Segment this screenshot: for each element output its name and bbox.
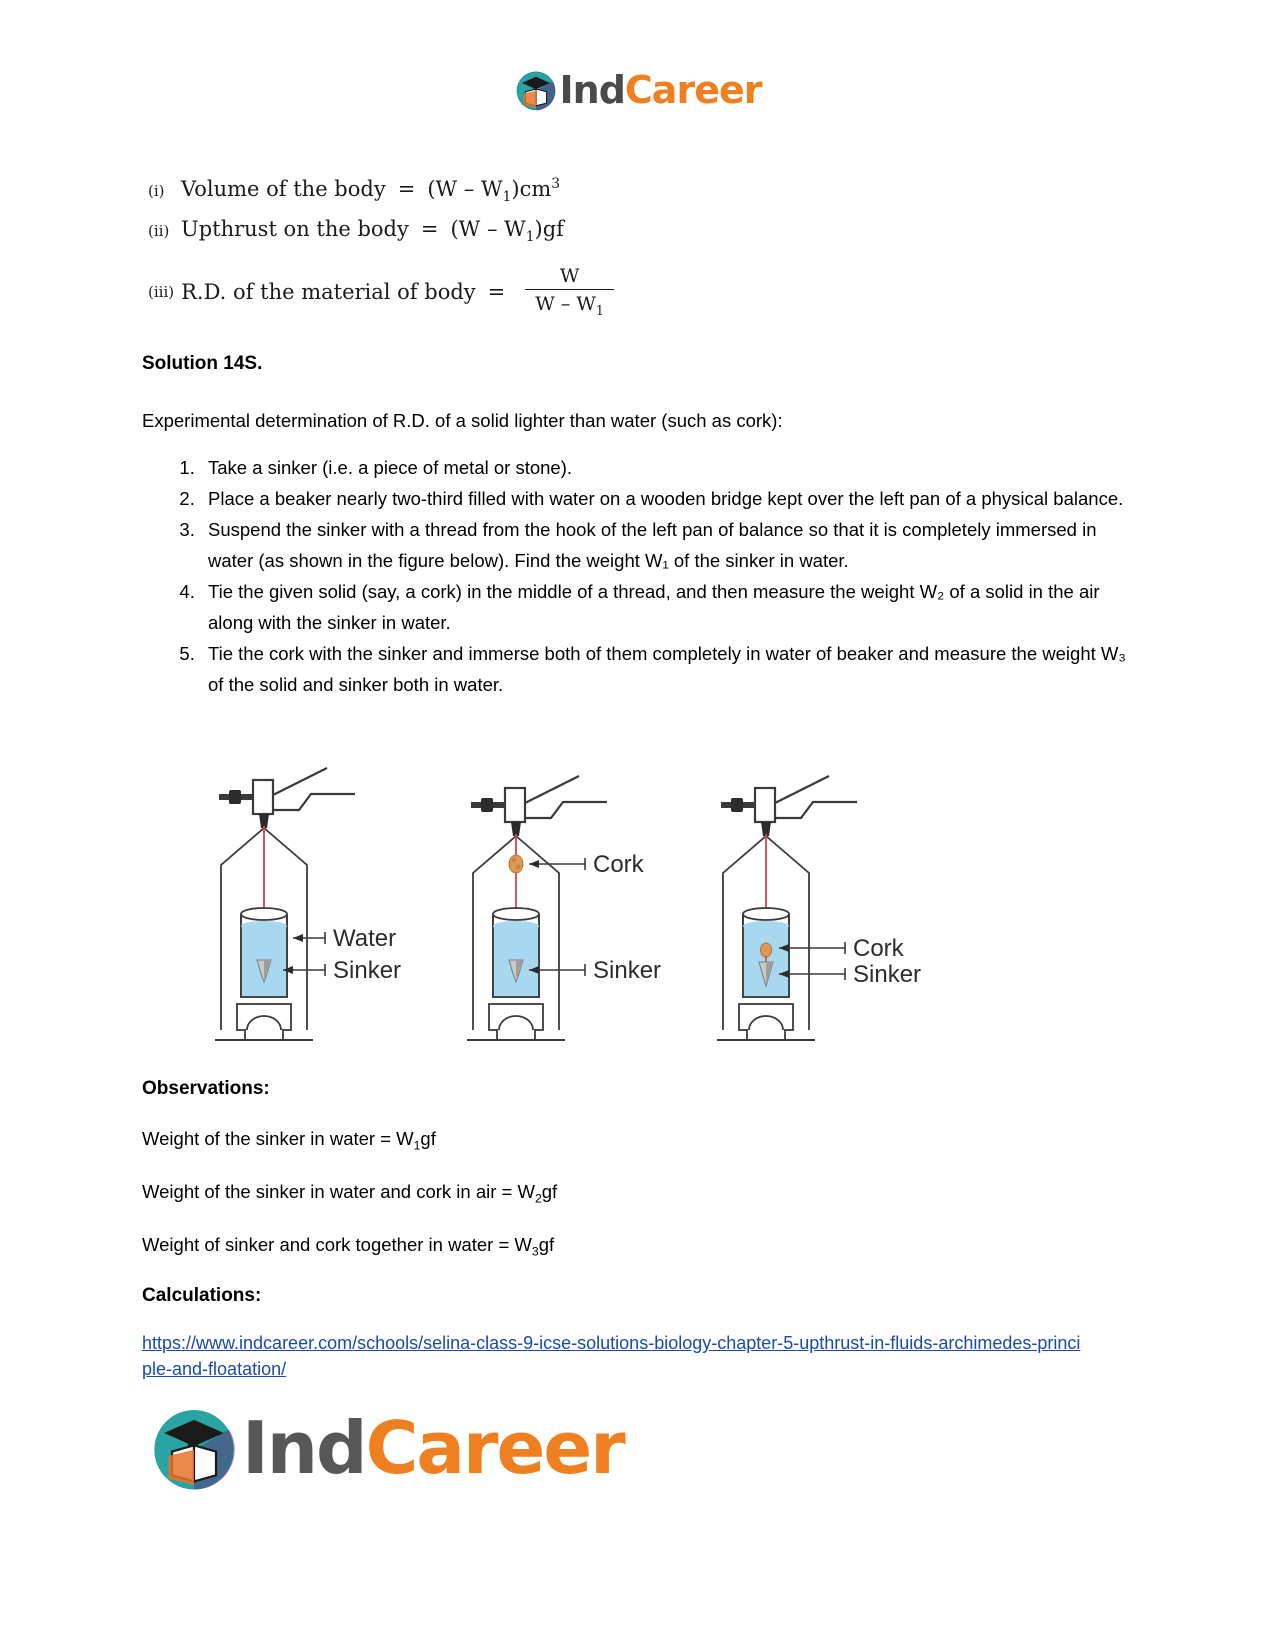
figure-label-cork: Cork xyxy=(853,935,904,962)
observation-2-text: Weight of the sinker in water and cork in air = W xyxy=(142,1181,535,1202)
list-item: 5. Tie the cork with the sinker and immerse both of them completely in water of beaker and measure the weight W₃ of the solid and sinker both in water. xyxy=(200,638,1140,700)
formula-2-expr-close: )gf xyxy=(534,217,564,242)
formula-1-expr-close: )cm xyxy=(511,177,552,201)
apparatus-figure xyxy=(195,760,995,1050)
formula-2-expr-sub: 1 xyxy=(525,229,535,246)
figure-label-cork: Cork xyxy=(593,851,644,878)
footer-brand-name-ind: Ind xyxy=(242,1406,366,1490)
formula-1-expr xyxy=(427,176,560,205)
formula-item-2 xyxy=(148,217,848,245)
list-item: 2. Place a beaker nearly two-third filled with water on a wooden bridge kept over the left pan of a physical balance. xyxy=(200,483,1140,514)
formula-block xyxy=(148,176,848,318)
header-logo xyxy=(0,68,1275,112)
fraction-denominator-b: W xyxy=(576,293,596,316)
brand-name-career: Career xyxy=(624,68,762,112)
footer-brand-name-career: Career xyxy=(365,1406,624,1490)
calculations-heading: Calculations: xyxy=(142,1285,262,1306)
figure-label-sinker: Sinker xyxy=(333,957,402,984)
fraction-denominator-minus: – xyxy=(554,293,577,316)
procedure-step-list xyxy=(142,452,1140,700)
observation-1-sub: 1 xyxy=(413,1138,421,1153)
formula-2-number: (ii) xyxy=(148,222,170,241)
footer-logo xyxy=(150,1404,624,1492)
graduation-cap-book-logo-icon xyxy=(514,68,558,112)
footer-brand-wordmark xyxy=(242,1406,624,1490)
graduation-cap-book-logo-icon xyxy=(150,1404,238,1492)
fraction-denominator-a: W xyxy=(535,293,555,316)
formula-3-number: (iii) xyxy=(148,282,175,301)
source-url-block xyxy=(142,1330,1082,1382)
solution-heading: Solution 14S. xyxy=(142,353,263,374)
observation-2-tail: gf xyxy=(541,1181,558,1202)
brand-wordmark xyxy=(559,68,762,112)
formula-1-expr-var: W xyxy=(480,177,503,201)
formula-1-expr-minus: – xyxy=(457,177,481,201)
list-item: 3. Suspend the sinker with a thread from the hook of the left pan of balance so that it is completely immersed in water (as shown in the figure below). Find the weight W₁ of the sinker in water. xyxy=(200,514,1140,576)
observation-2-sub: 2 xyxy=(534,1191,542,1206)
observations-heading: Observations: xyxy=(142,1078,270,1099)
formula-2-text: Upthrust on the body xyxy=(181,217,409,242)
formula-2-expr xyxy=(450,217,563,245)
figure-label-sinker: Sinker xyxy=(593,957,662,984)
formula-item-3 xyxy=(148,265,848,318)
brand-name-ind: Ind xyxy=(559,68,625,112)
observation-line-1 xyxy=(142,1128,436,1153)
source-url-link[interactable]: https://www.indcareer.com/schools/selina-class-9-icse-solutions-biology-chapter-5-upthrust-in-fluids-archimedes-principle-and-floatation/ xyxy=(142,1333,1081,1379)
brand-logo xyxy=(514,68,762,112)
formula-1-expr-sub: 1 xyxy=(502,189,512,206)
observation-1-tail: gf xyxy=(420,1128,436,1149)
formula-3-text: R.D. of the material of body xyxy=(181,279,476,304)
fraction-denominator-sub: 1 xyxy=(595,303,604,319)
observation-1-text: Weight of the sinker in water = W xyxy=(142,1128,414,1149)
formula-1-text: Volume of the body xyxy=(181,177,386,201)
formula-1-equals: = xyxy=(397,177,416,201)
formula-3-equals: = xyxy=(487,279,506,304)
observation-line-3 xyxy=(142,1234,554,1259)
formula-1-number: (i) xyxy=(148,182,165,200)
formula-item-1 xyxy=(148,176,848,205)
formula-2-expr-minus: – xyxy=(480,217,505,242)
formula-2-expr-var: W xyxy=(504,217,526,242)
panel-1-apparatus xyxy=(215,768,401,1040)
formula-1-expr-sup: 3 xyxy=(551,176,561,192)
panel-3-apparatus xyxy=(717,776,921,1040)
observation-line-2 xyxy=(142,1181,557,1206)
formula-2-expr-open: (W xyxy=(450,217,481,242)
figure-label-sinker: Sinker xyxy=(853,961,922,988)
list-item: 1. Take a sinker (i.e. a piece of metal or stone). xyxy=(200,452,1140,483)
panel-2-apparatus xyxy=(467,776,661,1040)
observation-3-sub: 3 xyxy=(531,1244,539,1259)
solution-intro-paragraph: Experimental determination of R.D. of a solid lighter than water (such as cork): xyxy=(142,410,783,431)
fraction-numerator: W xyxy=(559,265,580,288)
observation-3-tail: gf xyxy=(538,1234,555,1255)
cork-shape-water xyxy=(761,943,772,957)
formula-1-expr-open: (W xyxy=(427,177,458,201)
list-item: 4. Tie the given solid (say, a cork) in the middle of a thread, and then measure the weight W₂ of a solid in the air along with the sinker in water. xyxy=(200,576,1140,638)
fraction-denominator xyxy=(525,289,614,318)
formula-3-fraction xyxy=(525,265,614,318)
cork-shape-air xyxy=(509,855,523,873)
figure-label-water: Water xyxy=(333,925,397,952)
observation-3-text: Weight of sinker and cork together in water = W xyxy=(142,1234,532,1255)
formula-2-equals: = xyxy=(420,217,439,242)
